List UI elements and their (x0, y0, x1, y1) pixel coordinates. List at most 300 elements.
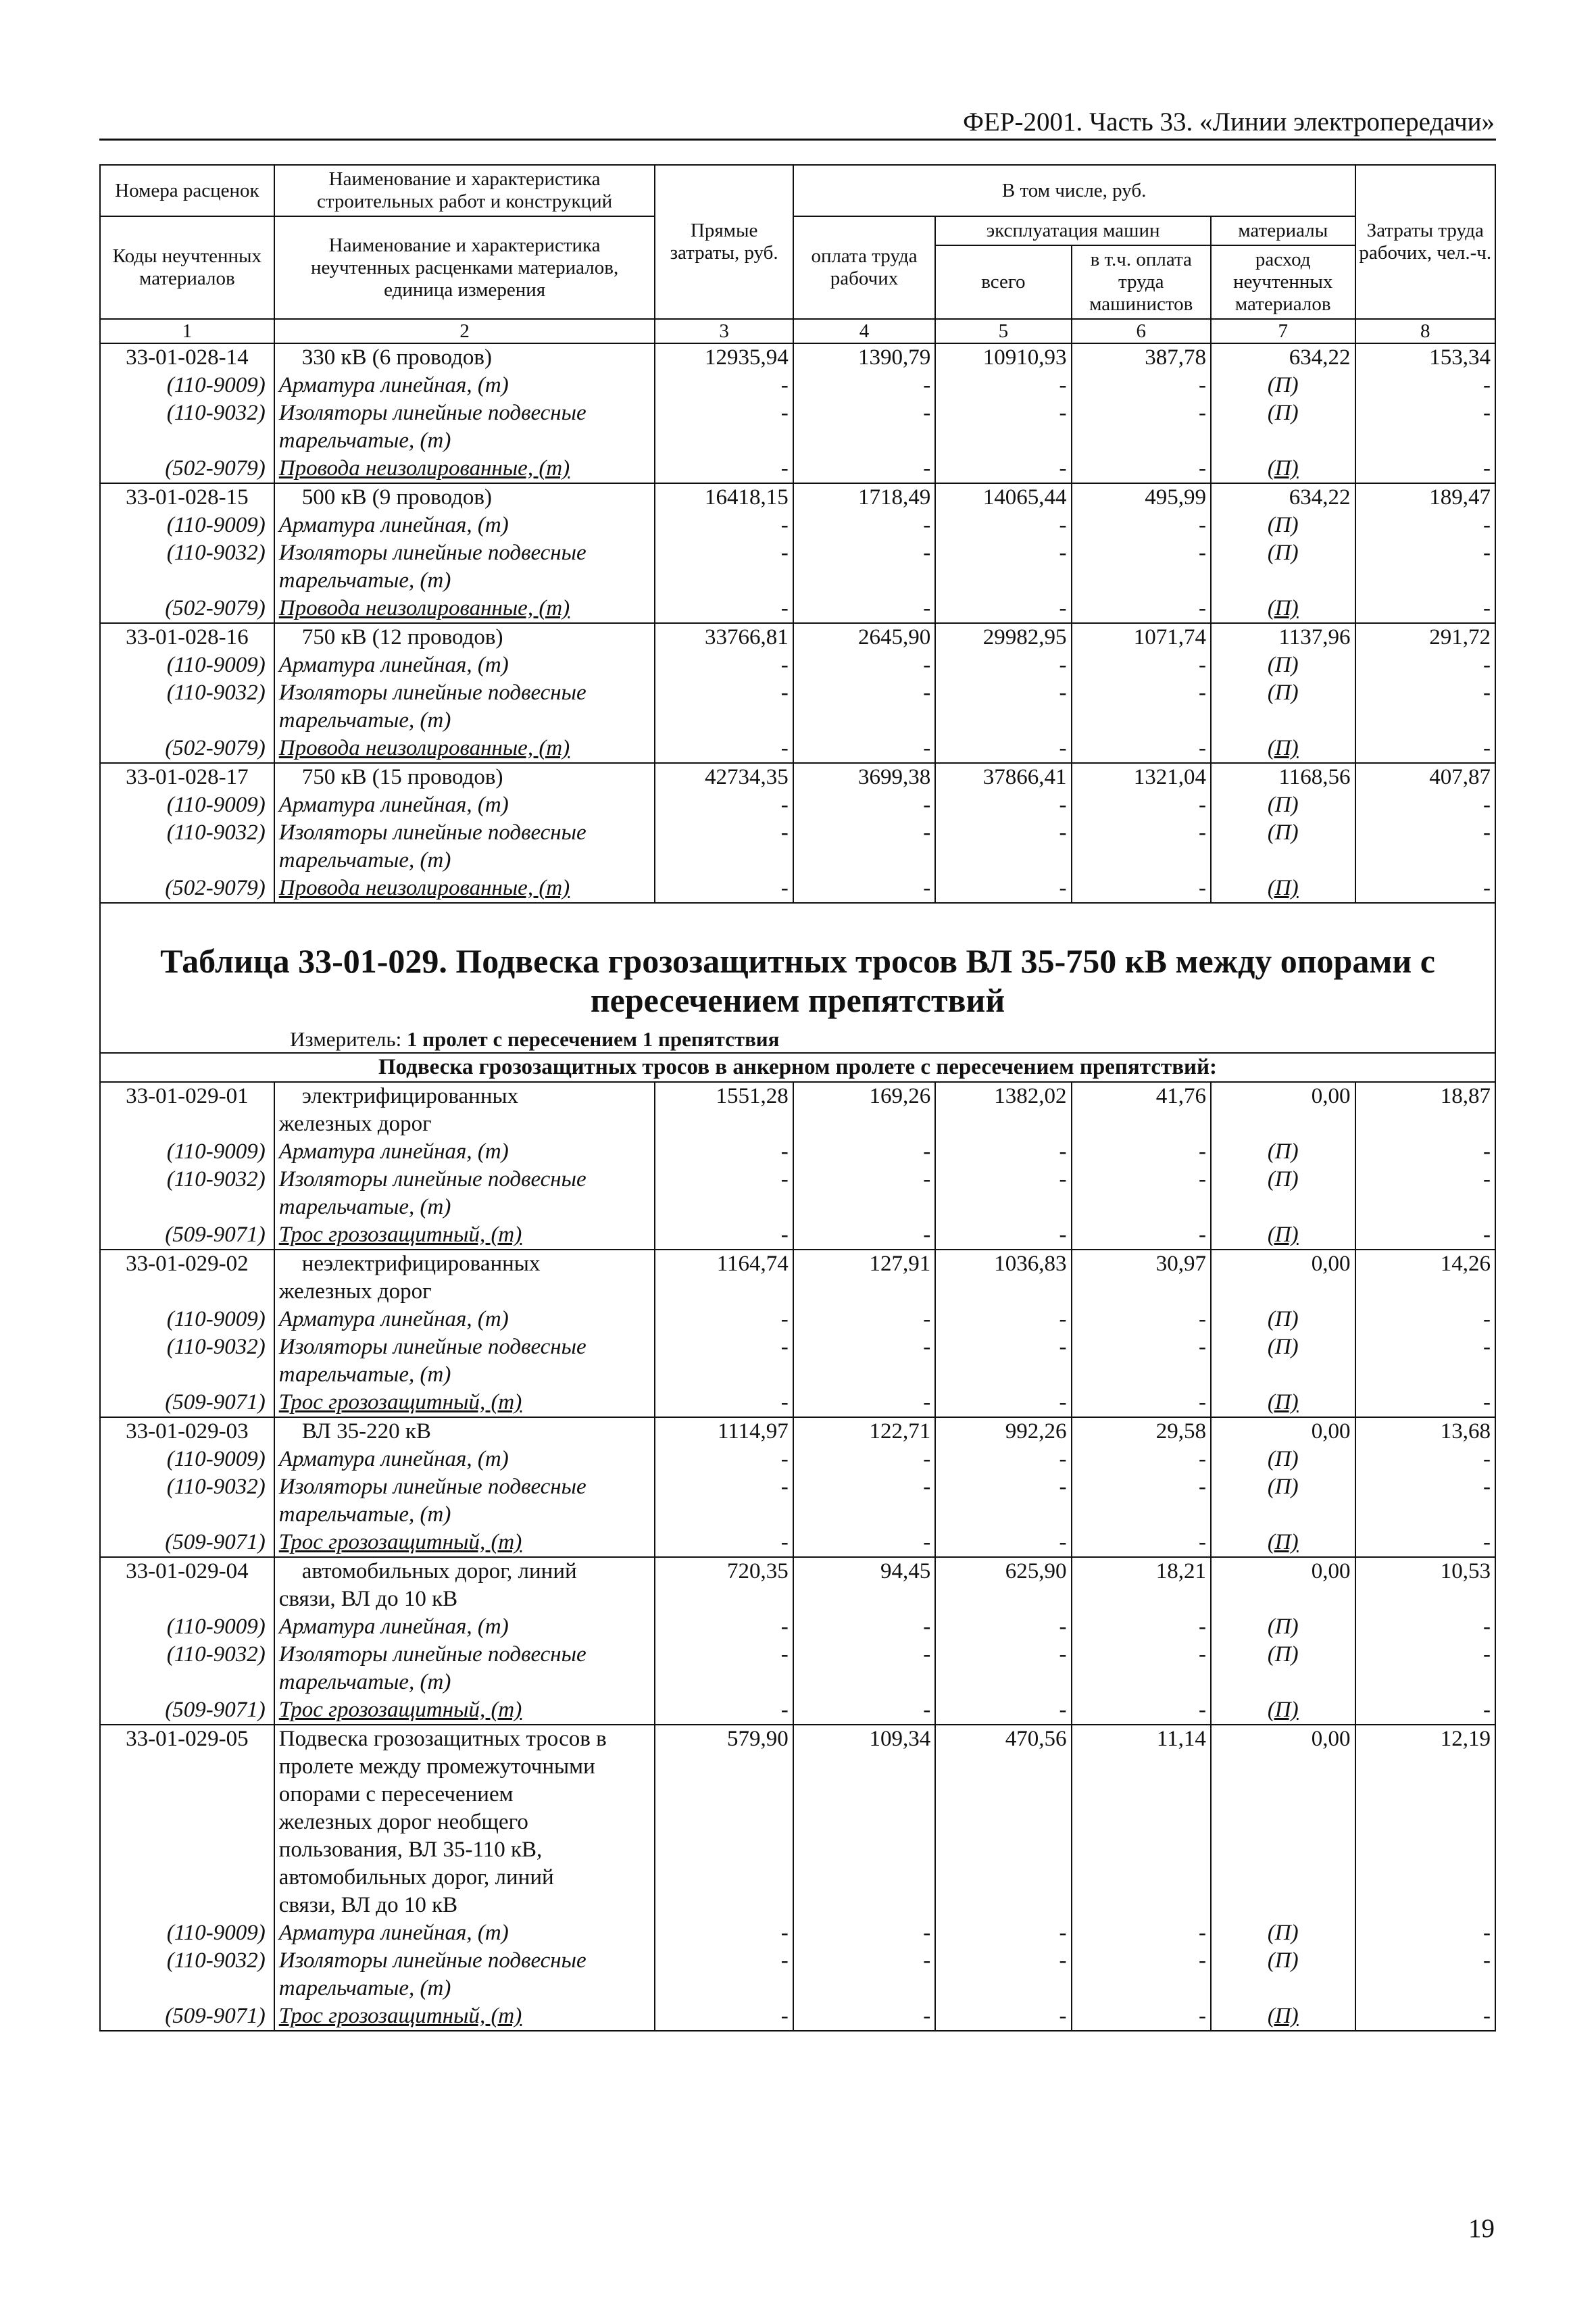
column-number: 2 (274, 319, 655, 343)
labor-pay: 1390,79 (793, 343, 936, 372)
dash-cell: - (655, 595, 793, 623)
rate-row (100, 1082, 1495, 1110)
material-name: Изоляторы линейные подвесные (274, 399, 655, 427)
direct-cost: 1114,97 (655, 1417, 793, 1446)
materials-cost: 634,22 (1211, 483, 1355, 512)
material-flag: (П) (1211, 1473, 1355, 1501)
dash-cell: - (655, 819, 793, 847)
dash-cell: - (655, 651, 793, 679)
material-flag: (П) (1211, 399, 1355, 427)
dash-cell: - (1072, 679, 1211, 707)
dash-cell: - (655, 1473, 793, 1501)
material-row (100, 1166, 1495, 1193)
dash-cell: - (793, 735, 936, 763)
material-row (100, 372, 1495, 399)
dash-cell: - (935, 1166, 1071, 1193)
material-row (100, 1919, 1495, 1947)
dash-cell: - (793, 819, 936, 847)
dash-cell: - (1355, 1947, 1495, 1975)
material-name-cont: тарельчатые, (т) (274, 1975, 655, 2002)
material-code: (110-9032) (100, 819, 274, 847)
operator-pay: 11,14 (1072, 1725, 1211, 1753)
rate-code: 33-01-029-04 (100, 1557, 274, 1585)
materials-cost: 634,22 (1211, 343, 1355, 372)
rate-name: Подвеска грозозащитных тросов в (274, 1725, 655, 1753)
material-name: Трос грозозащитный, (т) (274, 1221, 655, 1250)
dash-cell: - (1355, 1138, 1495, 1166)
column-number: 3 (655, 319, 793, 343)
dash-cell: - (935, 791, 1071, 819)
labor-hours: 10,53 (1355, 1557, 1495, 1585)
dash-cell: - (935, 1947, 1071, 1975)
materials-cost: 1137,96 (1211, 623, 1355, 651)
rate-code: 33-01-028-14 (100, 343, 274, 372)
group-header: В том числе, руб. (793, 165, 1355, 216)
material-row (100, 1947, 1495, 1975)
dash-cell: - (1355, 651, 1495, 679)
labor-hours: 407,87 (1355, 763, 1495, 791)
operator-pay: 41,76 (1072, 1082, 1211, 1110)
dash-cell: - (793, 1919, 936, 1947)
material-code: (110-9009) (100, 651, 274, 679)
dash-cell: - (1355, 1696, 1495, 1725)
dash-cell: - (1355, 455, 1495, 483)
labor-hours: 153,34 (1355, 343, 1495, 372)
dash-cell: - (1355, 512, 1495, 539)
dash-cell: - (935, 539, 1071, 567)
dash-cell: - (793, 1947, 936, 1975)
dash-cell: - (1072, 1947, 1211, 1975)
material-row-continuation (100, 1975, 1495, 2002)
col8-header: Затраты труда рабочих, чел.-ч. (1355, 165, 1495, 319)
dash-cell: - (935, 1221, 1071, 1250)
material-name: Трос грозозащитный, (т) (274, 1696, 655, 1725)
material-code: (110-9009) (100, 1919, 274, 1947)
labor-pay: 109,34 (793, 1725, 936, 1753)
material-flag: (П) (1211, 372, 1355, 399)
machines-total: 14065,44 (935, 483, 1071, 512)
dash-cell: - (1072, 1473, 1211, 1501)
rate-code: 33-01-028-17 (100, 763, 274, 791)
col7-header: расход неучтенных материалов (1211, 245, 1355, 319)
material-row-continuation (100, 707, 1495, 735)
rate-name-continuation (100, 1836, 1495, 1864)
material-code: (110-9009) (100, 1613, 274, 1641)
material-row (100, 1306, 1495, 1333)
rate-name: электрифицированных (274, 1082, 655, 1110)
dash-cell: - (793, 595, 936, 623)
material-row (100, 595, 1495, 623)
dash-cell: - (1072, 1389, 1211, 1417)
material-row (100, 2002, 1495, 2031)
material-name-cont: тарельчатые, (т) (274, 427, 655, 455)
rate-name-continuation (100, 1892, 1495, 1919)
dash-cell: - (1072, 1919, 1211, 1947)
direct-cost: 33766,81 (655, 623, 793, 651)
dash-cell: - (793, 1166, 936, 1193)
material-name: Изоляторы линейные подвесные (274, 1947, 655, 1975)
dash-cell: - (793, 679, 936, 707)
rate-name: 750 кВ (15 проводов) (274, 763, 655, 791)
material-row (100, 1389, 1495, 1417)
table-title-row (100, 903, 1495, 1053)
header-row-2 (100, 216, 1495, 245)
material-flag: (П) (1211, 1641, 1355, 1669)
dash-cell: - (793, 1613, 936, 1641)
material-flag: (П) (1211, 819, 1355, 847)
material-code: (110-9009) (100, 1138, 274, 1166)
material-row (100, 1333, 1495, 1361)
material-row (100, 875, 1495, 903)
dash-cell: - (1072, 1446, 1211, 1473)
material-name: Арматура линейная, (т) (274, 512, 655, 539)
machines-total: 29982,95 (935, 623, 1071, 651)
material-flag: (П) (1211, 1221, 1355, 1250)
material-flag: (П) (1211, 1333, 1355, 1361)
direct-cost: 579,90 (655, 1725, 793, 1753)
col1-top-header: Номера расценок (100, 165, 274, 216)
column-number: 4 (793, 319, 936, 343)
dash-cell: - (935, 1641, 1071, 1669)
dash-cell: - (655, 1947, 793, 1975)
rate-name-cont: железных дорог (274, 1278, 655, 1306)
material-row (100, 819, 1495, 847)
labor-pay: 3699,38 (793, 763, 936, 791)
dash-cell: - (935, 875, 1071, 903)
dash-cell: - (793, 1221, 936, 1250)
dash-cell: - (1355, 679, 1495, 707)
dash-cell: - (793, 1306, 936, 1333)
material-name: Арматура линейная, (т) (274, 1138, 655, 1166)
dash-cell: - (655, 735, 793, 763)
column-number: 7 (1211, 319, 1355, 343)
material-name: Провода неизолированные, (т) (274, 735, 655, 763)
page-header-title: ФЕР-2001. Часть 33. «Линии электропередачи» (963, 107, 1495, 137)
rate-name-cont: автомобильных дорог, линий (274, 1864, 655, 1892)
dash-cell: - (935, 819, 1071, 847)
labor-hours: 14,26 (1355, 1250, 1495, 1278)
material-code: (502-9079) (100, 735, 274, 763)
labor-hours: 291,72 (1355, 623, 1495, 651)
dash-cell: - (655, 2002, 793, 2031)
rate-name-cont: пользования, ВЛ 35-110 кВ, (274, 1836, 655, 1864)
dash-cell: - (1355, 1333, 1495, 1361)
column-number: 6 (1072, 319, 1211, 343)
dash-cell: - (793, 455, 936, 483)
material-name-cont: тарельчатые, (т) (274, 707, 655, 735)
dash-cell: - (935, 1306, 1071, 1333)
dash-cell: - (935, 455, 1071, 483)
rate-row (100, 1250, 1495, 1278)
section-heading-row (100, 1053, 1495, 1082)
material-row (100, 1641, 1495, 1669)
dash-cell: - (793, 539, 936, 567)
dash-cell: - (1072, 539, 1211, 567)
dash-cell: - (1072, 1696, 1211, 1725)
material-row (100, 735, 1495, 763)
machines-header: эксплуатация машин (935, 216, 1211, 245)
labor-pay: 169,26 (793, 1082, 936, 1110)
dash-cell: - (1355, 1529, 1495, 1557)
dash-cell: - (1355, 1221, 1495, 1250)
material-row (100, 1529, 1495, 1557)
dash-cell: - (935, 1696, 1071, 1725)
dash-cell: - (1072, 819, 1211, 847)
material-code: (110-9009) (100, 1446, 274, 1473)
material-name: Провода неизолированные, (т) (274, 595, 655, 623)
header-row-1 (100, 165, 1495, 216)
material-name-cont: тарельчатые, (т) (274, 1669, 655, 1696)
dash-cell: - (793, 1138, 936, 1166)
dash-cell: - (1355, 372, 1495, 399)
material-row-continuation (100, 1361, 1495, 1389)
labor-hours: 189,47 (1355, 483, 1495, 512)
dash-cell: - (655, 455, 793, 483)
dash-cell: - (1072, 595, 1211, 623)
materials-cost: 0,00 (1211, 1725, 1355, 1753)
dash-cell: - (1355, 539, 1495, 567)
dash-cell: - (655, 1138, 793, 1166)
machines-total: 10910,93 (935, 343, 1071, 372)
table-title (107, 904, 1488, 1020)
machines-total: 37866,41 (935, 763, 1071, 791)
material-row (100, 512, 1495, 539)
rate-row (100, 1725, 1495, 1753)
materials-cost: 0,00 (1211, 1417, 1355, 1446)
labor-pay: 122,71 (793, 1417, 936, 1446)
labor-pay: 1718,49 (793, 483, 936, 512)
material-code: (110-9009) (100, 372, 274, 399)
dash-cell: - (655, 372, 793, 399)
labor-pay: 2645,90 (793, 623, 936, 651)
material-row (100, 399, 1495, 427)
material-row-continuation (100, 1501, 1495, 1529)
dash-cell: - (655, 399, 793, 427)
dash-cell: - (655, 1166, 793, 1193)
material-code: (110-9032) (100, 1947, 274, 1975)
rate-code: 33-01-029-03 (100, 1417, 274, 1446)
rate-name-cont: железных дорог необщего (274, 1808, 655, 1836)
material-code: (110-9009) (100, 1306, 274, 1333)
material-name: Арматура линейная, (т) (274, 1446, 655, 1473)
dash-cell: - (793, 1446, 936, 1473)
material-flag: (П) (1211, 2002, 1355, 2031)
dash-cell: - (655, 1641, 793, 1669)
dash-cell: - (1072, 1641, 1211, 1669)
material-flag: (П) (1211, 791, 1355, 819)
dash-cell: - (655, 791, 793, 819)
rate-row (100, 623, 1495, 651)
dash-cell: - (1355, 735, 1495, 763)
dash-cell: - (1072, 1333, 1211, 1361)
labor-hours: 13,68 (1355, 1417, 1495, 1446)
col2-bottom-header: Наименование и характеристика неучтенных расценками материалов, единица измерения (274, 216, 655, 319)
materials-cost: 0,00 (1211, 1557, 1355, 1585)
material-row-continuation (100, 1193, 1495, 1221)
rate-name: неэлектрифицированных (274, 1250, 655, 1278)
dash-cell: - (935, 679, 1071, 707)
material-name: Арматура линейная, (т) (274, 1919, 655, 1947)
dash-cell: - (1355, 1919, 1495, 1947)
rate-name-continuation (100, 1585, 1495, 1613)
material-row (100, 791, 1495, 819)
dash-cell: - (1355, 2002, 1495, 2031)
material-name: Трос грозозащитный, (т) (274, 2002, 655, 2031)
material-code: (509-9071) (100, 2002, 274, 2031)
dash-cell: - (793, 512, 936, 539)
material-row (100, 455, 1495, 483)
rate-name: ВЛ 35-220 кВ (274, 1417, 655, 1446)
rate-name-cont: связи, ВЛ до 10 кВ (274, 1585, 655, 1613)
material-code: (509-9071) (100, 1389, 274, 1417)
dash-cell: - (1072, 1529, 1211, 1557)
dash-cell: - (1072, 1613, 1211, 1641)
col6-header: в т.ч. оплата труда машинистов (1072, 245, 1211, 319)
dash-cell: - (655, 512, 793, 539)
dash-cell: - (1355, 875, 1495, 903)
dash-cell: - (793, 1641, 936, 1669)
material-flag: (П) (1211, 1947, 1355, 1975)
materials-cost: 0,00 (1211, 1082, 1355, 1110)
unit-value: 1 пролет с пересечением 1 препятствия (406, 1027, 780, 1051)
direct-cost: 720,35 (655, 1557, 793, 1585)
material-code: (110-9032) (100, 1333, 274, 1361)
dash-cell: - (935, 651, 1071, 679)
rate-name-continuation (100, 1753, 1495, 1781)
materials-cost: 1168,56 (1211, 763, 1355, 791)
dash-cell: - (1072, 1166, 1211, 1193)
material-name: Трос грозозащитный, (т) (274, 1529, 655, 1557)
material-code: (110-9032) (100, 399, 274, 427)
dash-cell: - (935, 1529, 1071, 1557)
material-flag: (П) (1211, 539, 1355, 567)
material-code: (509-9071) (100, 1529, 274, 1557)
material-flag: (П) (1211, 875, 1355, 903)
direct-cost: 12935,94 (655, 343, 793, 372)
rate-row (100, 343, 1495, 372)
operator-pay: 18,21 (1072, 1557, 1211, 1585)
dash-cell: - (935, 595, 1071, 623)
rate-name-continuation (100, 1864, 1495, 1892)
material-name: Изоляторы линейные подвесные (274, 1473, 655, 1501)
material-code: (502-9079) (100, 455, 274, 483)
direct-cost: 1164,74 (655, 1250, 793, 1278)
material-flag: (П) (1211, 735, 1355, 763)
rate-name: 750 кВ (12 проводов) (274, 623, 655, 651)
rate-name-cont: связи, ВЛ до 10 кВ (274, 1892, 655, 1919)
material-flag: (П) (1211, 455, 1355, 483)
dash-cell: - (793, 1529, 936, 1557)
dash-cell: - (1072, 875, 1211, 903)
dash-cell: - (1072, 1138, 1211, 1166)
rate-row (100, 763, 1495, 791)
dash-cell: - (655, 539, 793, 567)
section-heading: Подвеска грозозащитных тросов в анкерном пролете с пересечением препятствий: (100, 1053, 1495, 1082)
header-rule (99, 139, 1496, 141)
machines-total: 625,90 (935, 1557, 1071, 1585)
material-name: Трос грозозащитный, (т) (274, 1389, 655, 1417)
material-flag: (П) (1211, 1306, 1355, 1333)
col1-bottom-header: Коды неучтенных материалов (100, 216, 274, 319)
dash-cell: - (793, 399, 936, 427)
dash-cell: - (793, 1333, 936, 1361)
dash-cell: - (793, 875, 936, 903)
material-row (100, 1696, 1495, 1725)
table-title-line1: Таблица 33-01-029. Подвеска грозозащитных тросов ВЛ 35-750 кВ между опорами с (160, 942, 1435, 980)
material-code: (502-9079) (100, 595, 274, 623)
material-name-cont: тарельчатые, (т) (274, 1193, 655, 1221)
material-row (100, 1473, 1495, 1501)
material-name: Провода неизолированные, (т) (274, 455, 655, 483)
column-number: 5 (935, 319, 1071, 343)
dash-cell: - (793, 651, 936, 679)
rate-name-cont: опорами с пересечением (274, 1781, 655, 1808)
rate-name-continuation (100, 1278, 1495, 1306)
rate-row (100, 1417, 1495, 1446)
material-row (100, 1613, 1495, 1641)
material-name: Изоляторы линейные подвесные (274, 679, 655, 707)
material-row (100, 651, 1495, 679)
material-name-cont: тарельчатые, (т) (274, 1361, 655, 1389)
materials-cost: 0,00 (1211, 1250, 1355, 1278)
material-flag: (П) (1211, 1446, 1355, 1473)
dash-cell: - (1072, 1221, 1211, 1250)
dash-cell: - (935, 1473, 1071, 1501)
material-row (100, 679, 1495, 707)
material-flag: (П) (1211, 1529, 1355, 1557)
labor-pay: 94,45 (793, 1557, 936, 1585)
dash-cell: - (1355, 1306, 1495, 1333)
material-row-continuation (100, 847, 1495, 875)
rate-name: автомобильных дорог, линий (274, 1557, 655, 1585)
machines-total: 1036,83 (935, 1250, 1071, 1278)
dash-cell: - (655, 1919, 793, 1947)
rate-name: 330 кВ (6 проводов) (274, 343, 655, 372)
dash-cell: - (655, 875, 793, 903)
dash-cell: - (1355, 819, 1495, 847)
material-row (100, 1446, 1495, 1473)
direct-cost: 16418,15 (655, 483, 793, 512)
dash-cell: - (1072, 2002, 1211, 2031)
material-flag: (П) (1211, 1389, 1355, 1417)
materials-header: материалы (1211, 216, 1355, 245)
labor-pay: 127,91 (793, 1250, 936, 1278)
operator-pay: 1071,74 (1072, 623, 1211, 651)
material-flag: (П) (1211, 1696, 1355, 1725)
dash-cell: - (793, 791, 936, 819)
machines-total: 470,56 (935, 1725, 1071, 1753)
rate-code: 33-01-029-02 (100, 1250, 274, 1278)
material-row-continuation (100, 567, 1495, 595)
rate-code: 33-01-028-16 (100, 623, 274, 651)
dash-cell: - (793, 1389, 936, 1417)
dash-cell: - (1072, 399, 1211, 427)
rate-code: 33-01-029-05 (100, 1725, 274, 1753)
dash-cell: - (1072, 512, 1211, 539)
col5-header: всего (935, 245, 1071, 319)
material-name-cont: тарельчатые, (т) (274, 1501, 655, 1529)
material-code: (110-9009) (100, 791, 274, 819)
dash-cell: - (1355, 1389, 1495, 1417)
col3-header: Прямые затраты, руб. (655, 165, 793, 319)
column-number: 1 (100, 319, 274, 343)
rates-table (99, 164, 1496, 2032)
dash-cell: - (935, 1919, 1071, 1947)
column-numbers-row (100, 319, 1495, 343)
page-number: 19 (1468, 2214, 1495, 2243)
dash-cell: - (1072, 651, 1211, 679)
material-code: (110-9032) (100, 1473, 274, 1501)
